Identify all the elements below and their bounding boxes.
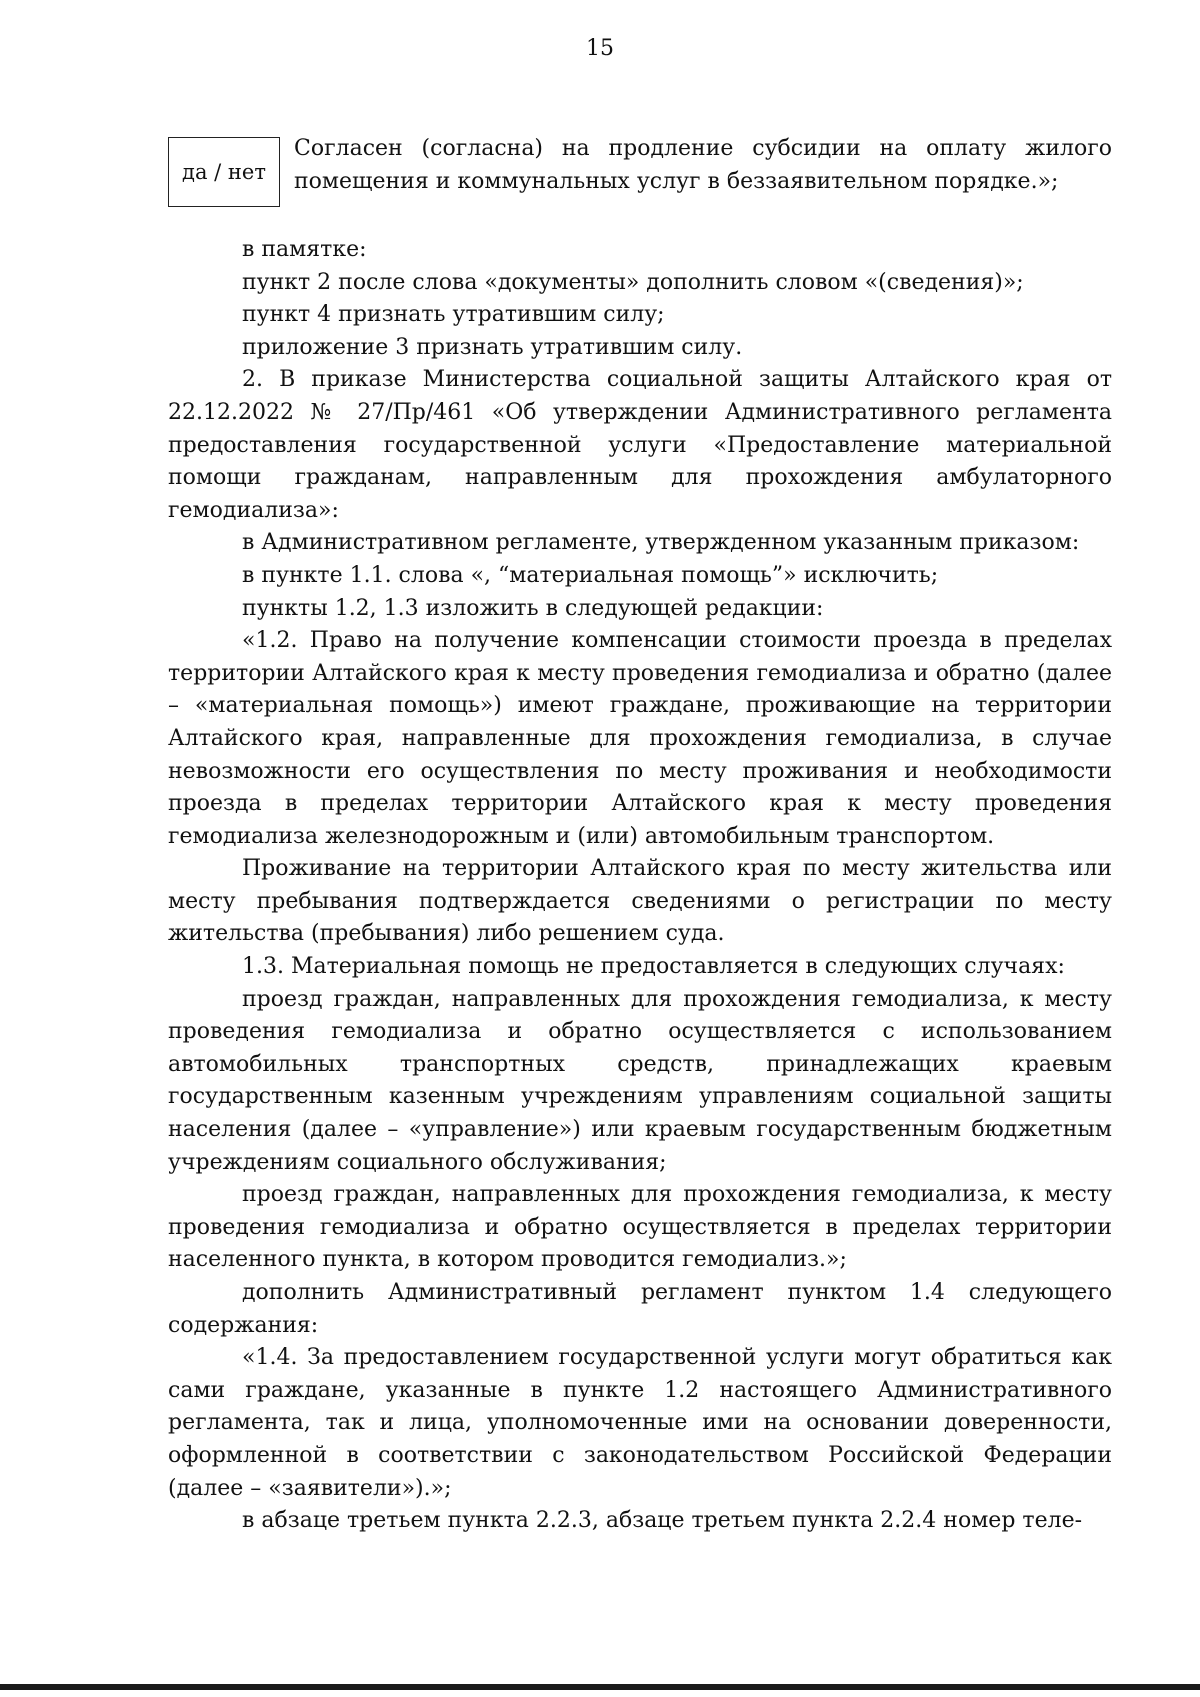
consent-block xyxy=(168,133,1112,207)
paragraph: «1.2. Право на получение компенсации стоимости проезда в пределах территории Алтайского края к месту проведения гемодиализа и обратно (далее – «материальная помощь») имеют граждане, проживающие на территории Алтайского края, направленные для прохождения гемодиализа, в случае невозможности его осуществления по месту проживания и необходимости проезда в пределах территории Алтайского края к месту проведения гемодиализа железнодорожным и (или) автомобильным транспортом. xyxy=(168,628,1112,849)
paragraph: 2. В приказе Министерства социальной защиты Алтайского края от 22.12.2022 № 27/Пр/461 «Об утверждении Административного регламента предоставления государственной услуги «Предоставление материальной помощи гражданам, направленным для прохождения амбулаторного гемодиализа»: xyxy=(168,367,1112,523)
paragraph: в памятке: xyxy=(242,237,367,262)
paragraph: приложение 3 признать утратившим силу. xyxy=(242,334,743,360)
paragraph: дополнить Административный регламент пунктом 1.4 следующего содержания: xyxy=(168,1280,1112,1338)
paragraph: проезд граждан, направленных для прохождения гемодиализа, к месту проведения гемодиализа и обратно осуществляется с использованием автомобильных транспортных средств, принадлежащих краевым государственным казенным учреждениям управлениям социальной защиты населения (далее – «управление») или краевым государственным бюджетным учреждениям социального обслуживания; xyxy=(168,986,1112,1175)
paragraph: в пункте 1.1. слова «, “материальная помощь”» исключить; xyxy=(242,562,939,588)
consent-text: Согласен (согласна) на продление субсидии на оплату жилого помещения и коммунальных услуг в беззаявительном порядке.»; xyxy=(294,136,1112,194)
consent-checkbox[interactable]: да / нет xyxy=(168,137,280,207)
paragraph: 1.3. Материальная помощь не предоставляется в следующих случаях: xyxy=(242,954,1065,980)
paragraph: «1.4. За предоставлением государственной услуги могут обратиться как сами граждане, указанные в пункте 1.2 настоящего Административного регламента, так и лица, уполномоченные ими на основании доверенности, оформленной в соответствии с законодательством Российской Федерации (далее – «заявители»).»; xyxy=(168,1345,1112,1501)
page-number: 15 xyxy=(586,36,614,61)
paragraph-list xyxy=(168,234,1112,1538)
paragraph: в Административном регламенте, утвержденном указанным приказом: xyxy=(242,530,1080,556)
bottom-border xyxy=(0,1684,1200,1690)
paragraph: пункт 2 после слова «документы» дополнить словом «(сведения)»; xyxy=(242,269,1024,295)
paragraph: пункт 4 признать утратившим силу; xyxy=(242,302,665,328)
paragraph: в абзаце третьем пункта 2.2.3, абзаце третьем пункта 2.2.4 номер теле- xyxy=(242,1508,1083,1534)
paragraph: Проживание на территории Алтайского края по месту жительства или месту пребывания подтверждается сведениями о регистрации по месту жительства (пребывания) либо решением суда. xyxy=(168,856,1112,947)
paragraph: пункты 1.2, 1.3 изложить в следующей редакции: xyxy=(242,595,824,621)
document-body xyxy=(168,133,1112,1538)
paragraph: проезд граждан, направленных для прохождения гемодиализа, к месту проведения гемодиализа и обратно осуществляется в пределах территории населенного пункта, в котором проводится гемодиализ.»; xyxy=(168,1182,1112,1273)
